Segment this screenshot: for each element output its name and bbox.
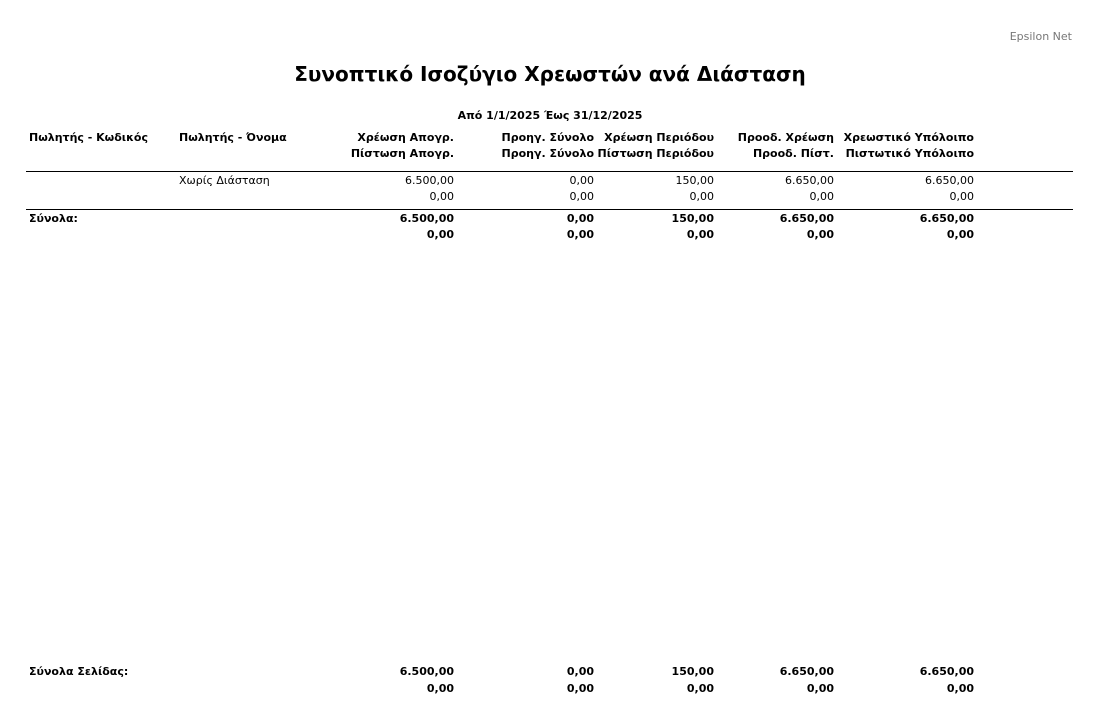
totals-debit-1: 6.500,00 [399,212,454,225]
totals-divider [26,209,1073,210]
totals-credit-5: 0,00 [946,228,974,241]
page-totals-credit-4: 0,00 [806,682,834,695]
row-debit-3: 150,00 [675,174,714,187]
page-totals-debit-5: 6.650,00 [919,665,974,678]
header-col1-bottom: Πίστωση Απογρ. [350,147,454,160]
page-totals-debit-3: 150,00 [671,665,714,678]
header-col4-top: Προοδ. Χρέωση [737,131,834,144]
header-col5-bottom: Πιστωτικό Υπόλοιπο [845,147,974,160]
page-totals-credit-2: 0,00 [566,682,594,695]
totals-debit-2: 0,00 [566,212,594,225]
header-col4-bottom: Προοδ. Πίστ. [752,147,834,160]
row-credit-2: 0,00 [569,190,594,203]
header-col2-bottom: Προηγ. Σύνολο [501,147,594,160]
totals-label: Σύνολα: [29,212,78,225]
page-totals-credit-5: 0,00 [946,682,974,695]
header-col3-top: Χρέωση Περιόδου [604,131,714,144]
header-col2-top: Προηγ. Σύνολο [501,131,594,144]
row-credit-1: 0,00 [429,190,454,203]
header-code: Πωλητής - Κωδικός [29,131,148,144]
totals-debit-4: 6.650,00 [779,212,834,225]
totals-debit-3: 150,00 [671,212,714,225]
row-debit-2: 0,00 [569,174,594,187]
row-credit-3: 0,00 [689,190,714,203]
header-col3-bottom: Πίστωση Περιόδου [597,147,714,160]
row-name: Χωρίς Διάσταση [179,174,270,187]
page-totals-credit-1: 0,00 [426,682,454,695]
totals-credit-2: 0,00 [566,228,594,241]
row-debit-1: 6.500,00 [405,174,454,187]
row-debit-5: 6.650,00 [925,174,974,187]
totals-credit-3: 0,00 [686,228,714,241]
header-col5-top: Χρεωστικό Υπόλοιπο [843,131,974,144]
page-totals-debit-4: 6.650,00 [779,665,834,678]
row-debit-4: 6.650,00 [785,174,834,187]
brand-label: Epsilon Net [1009,30,1072,43]
header-name: Πωλητής - Όνομα [179,131,287,144]
totals-credit-1: 0,00 [426,228,454,241]
totals-credit-4: 0,00 [806,228,834,241]
totals-debit-5: 6.650,00 [919,212,974,225]
row-credit-5: 0,00 [949,190,974,203]
header-col1-top: Χρέωση Απογρ. [357,131,454,144]
header-divider [26,171,1073,172]
page-totals-debit-2: 0,00 [566,665,594,678]
report-period: Από 1/1/2025 Έως 31/12/2025 [457,109,643,122]
page-totals-credit-3: 0,00 [686,682,714,695]
page-totals-label: Σύνολα Σελίδας: [29,665,129,678]
page-totals-debit-1: 6.500,00 [399,665,454,678]
report-title: Συνοπτικό Ισοζύγιο Χρεωστών ανά Διάσταση [294,62,806,86]
row-credit-4: 0,00 [809,190,834,203]
